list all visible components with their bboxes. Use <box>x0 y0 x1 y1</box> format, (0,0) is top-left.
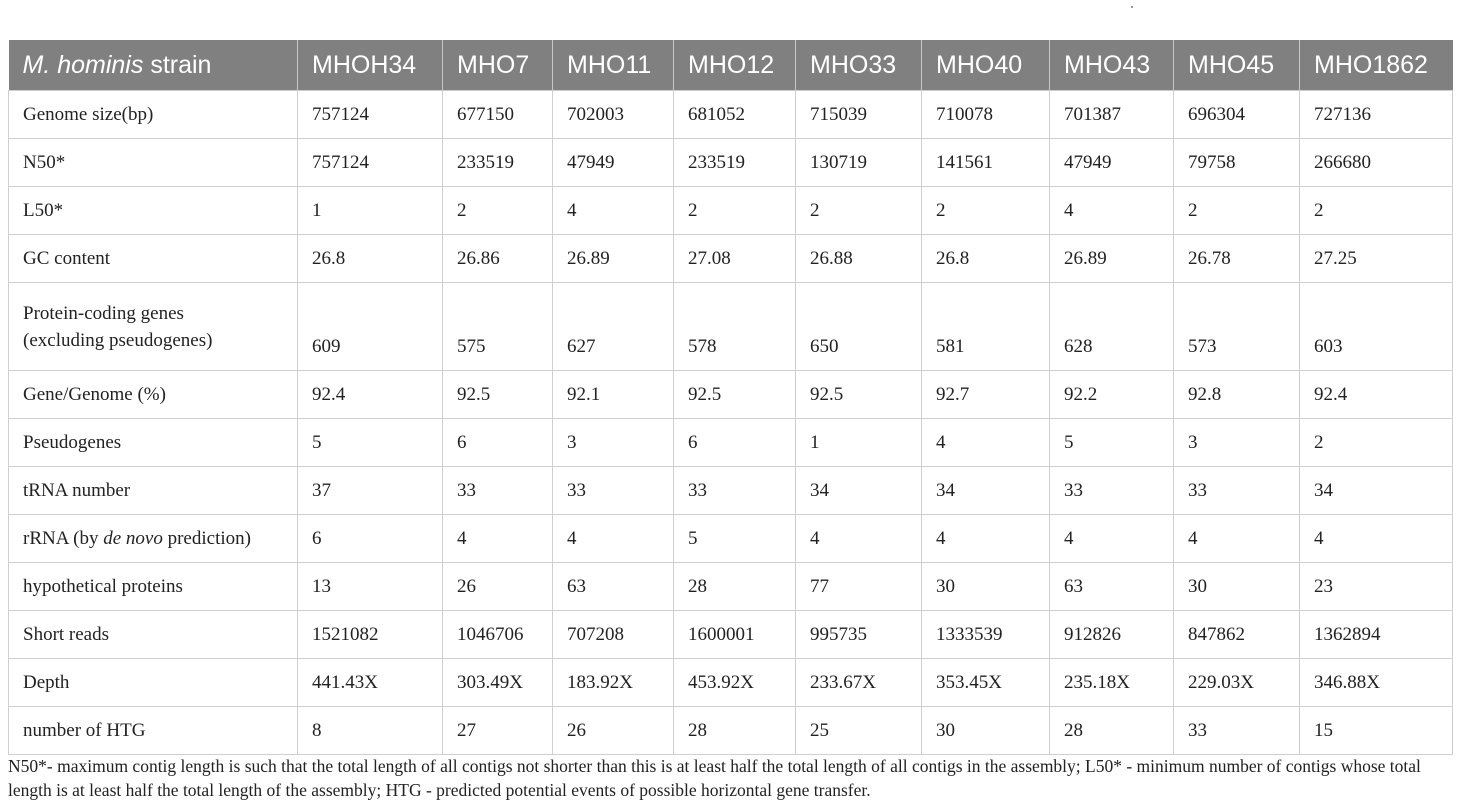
row-label: tRNA number <box>9 467 298 515</box>
strain-comparison-table <box>8 40 1453 755</box>
table-cell: 2 <box>674 187 796 235</box>
header-strain: MHO12 <box>674 40 796 91</box>
table-cell: 4 <box>922 515 1050 563</box>
row-label <box>9 283 298 371</box>
table-cell: 353.45X <box>922 659 1050 707</box>
table-cell: 92.4 <box>1300 371 1453 419</box>
table-cell: 233519 <box>443 139 553 187</box>
table-cell: 37 <box>298 467 443 515</box>
table-cell: 30 <box>922 707 1050 755</box>
header-strain: MHO1862 <box>1300 40 1453 91</box>
table-cell: 4 <box>1050 515 1174 563</box>
table-cell: 92.7 <box>922 371 1050 419</box>
table-cell: 578 <box>674 283 796 371</box>
table-row <box>9 139 1453 187</box>
table-cell: 696304 <box>1174 91 1300 139</box>
table-row <box>9 467 1453 515</box>
table-row <box>9 611 1453 659</box>
table-cell: 847862 <box>1174 611 1300 659</box>
table-cell: 28 <box>674 563 796 611</box>
table-cell: 6 <box>443 419 553 467</box>
table-footnote: N50*- maximum contig length is such that the total length of all contigs not shorter than this is at least half the total length of all contigs in the assembly; L50* - minimum number of contigs whose total length is at least half the total length of the assembly; HTG - predicted potential events of possible horizontal gene transfer. <box>8 756 1421 800</box>
table-cell: 2 <box>922 187 1050 235</box>
table-cell: 26 <box>443 563 553 611</box>
table-cell: 677150 <box>443 91 553 139</box>
table-cell: 13 <box>298 563 443 611</box>
table-cell: 141561 <box>922 139 1050 187</box>
table-cell: 4 <box>796 515 922 563</box>
table-cell: 346.88X <box>1300 659 1453 707</box>
table-cell: 603 <box>1300 283 1453 371</box>
table-cell: 28 <box>1050 707 1174 755</box>
table-row <box>9 515 1453 563</box>
table-cell: 33 <box>1050 467 1174 515</box>
header-strain: MHO33 <box>796 40 922 91</box>
table-cell: 63 <box>1050 563 1174 611</box>
table-cell: 4 <box>922 419 1050 467</box>
table-cell: 27.25 <box>1300 235 1453 283</box>
table-cell: 2 <box>796 187 922 235</box>
row-label: L50* <box>9 187 298 235</box>
table-cell: 441.43X <box>298 659 443 707</box>
table-cell: 6 <box>298 515 443 563</box>
table-cell: 5 <box>1050 419 1174 467</box>
table-cell: 26.8 <box>298 235 443 283</box>
header-strain: MHO11 <box>553 40 674 91</box>
row-label: Short reads <box>9 611 298 659</box>
table-cell: 183.92X <box>553 659 674 707</box>
table-cell: 27.08 <box>674 235 796 283</box>
table-cell: 3 <box>553 419 674 467</box>
table-cell: 233519 <box>674 139 796 187</box>
table-cell: 34 <box>922 467 1050 515</box>
table-cell: 609 <box>298 283 443 371</box>
row-label-line: (excluding pseudogenes) <box>23 329 213 351</box>
table-cell: 575 <box>443 283 553 371</box>
table-cell: 2 <box>1174 187 1300 235</box>
strain-table-container <box>8 40 1452 755</box>
table-cell: 757124 <box>298 139 443 187</box>
table-cell: 715039 <box>796 91 922 139</box>
header-strain: MHOH34 <box>298 40 443 91</box>
table-cell: 235.18X <box>1050 659 1174 707</box>
table-cell: 710078 <box>922 91 1050 139</box>
table-cell: 26.8 <box>922 235 1050 283</box>
header-strain: MHO45 <box>1174 40 1300 91</box>
table-cell: 2 <box>1300 419 1453 467</box>
table-cell: 27 <box>443 707 553 755</box>
table-cell: 3 <box>1174 419 1300 467</box>
table-cell: 28 <box>674 707 796 755</box>
table-row <box>9 235 1453 283</box>
header-strain: MHO7 <box>443 40 553 91</box>
table-cell: 266680 <box>1300 139 1453 187</box>
table-cell: 26.86 <box>443 235 553 283</box>
table-cell: 1046706 <box>443 611 553 659</box>
table-cell: 4 <box>443 515 553 563</box>
table-cell: 727136 <box>1300 91 1453 139</box>
table-cell: 4 <box>553 187 674 235</box>
table-row <box>9 283 1453 371</box>
table-cell: 303.49X <box>443 659 553 707</box>
table-cell: 2 <box>1300 187 1453 235</box>
table-cell: 229.03X <box>1174 659 1300 707</box>
table-header-row <box>9 40 1453 91</box>
table-cell: 1600001 <box>674 611 796 659</box>
table-cell: 77 <box>796 563 922 611</box>
table-cell: 47949 <box>1050 139 1174 187</box>
row-label: number of HTG <box>9 707 298 755</box>
header-strain-label: M. hominis strain <box>9 40 298 91</box>
table-cell: 4 <box>1174 515 1300 563</box>
table-cell: 707208 <box>553 611 674 659</box>
table-cell: 26.78 <box>1174 235 1300 283</box>
table-cell: 1 <box>298 187 443 235</box>
table-cell: 2 <box>443 187 553 235</box>
table-cell: 581 <box>922 283 1050 371</box>
decorative-dot <box>1131 6 1133 8</box>
row-label: rRNA (by de novo prediction) <box>9 515 298 563</box>
table-row <box>9 563 1453 611</box>
row-label: GC content <box>9 235 298 283</box>
row-label: Pseudogenes <box>9 419 298 467</box>
table-cell: 92.2 <box>1050 371 1174 419</box>
table-cell: 33 <box>1174 707 1300 755</box>
table-cell: 5 <box>298 419 443 467</box>
table-cell: 1521082 <box>298 611 443 659</box>
table-cell: 628 <box>1050 283 1174 371</box>
table-cell: 26.88 <box>796 235 922 283</box>
table-cell: 453.92X <box>674 659 796 707</box>
table-cell: 92.5 <box>443 371 553 419</box>
table-cell: 92.4 <box>298 371 443 419</box>
table-cell: 4 <box>553 515 674 563</box>
row-label: hypothetical proteins <box>9 563 298 611</box>
table-row <box>9 659 1453 707</box>
table-cell: 30 <box>922 563 1050 611</box>
table-cell: 1 <box>796 419 922 467</box>
table-cell: 33 <box>1174 467 1300 515</box>
table-cell: 92.1 <box>553 371 674 419</box>
table-cell: 757124 <box>298 91 443 139</box>
table-cell: 1333539 <box>922 611 1050 659</box>
table-cell: 26.89 <box>553 235 674 283</box>
table-cell: 26.89 <box>1050 235 1174 283</box>
table-cell: 5 <box>674 515 796 563</box>
table-cell: 33 <box>443 467 553 515</box>
table-cell: 92.8 <box>1174 371 1300 419</box>
table-row <box>9 91 1453 139</box>
table-cell: 34 <box>1300 467 1453 515</box>
table-cell: 701387 <box>1050 91 1174 139</box>
table-cell: 79758 <box>1174 139 1300 187</box>
row-label: Gene/Genome (%) <box>9 371 298 419</box>
table-cell: 702003 <box>553 91 674 139</box>
table-row <box>9 371 1453 419</box>
table-row <box>9 187 1453 235</box>
table-cell: 26 <box>553 707 674 755</box>
table-cell: 4 <box>1050 187 1174 235</box>
row-label: Genome size(bp) <box>9 91 298 139</box>
table-cell: 8 <box>298 707 443 755</box>
table-cell: 47949 <box>553 139 674 187</box>
table-cell: 92.5 <box>674 371 796 419</box>
table-cell: 4 <box>1300 515 1453 563</box>
row-label: N50* <box>9 139 298 187</box>
table-cell: 1362894 <box>1300 611 1453 659</box>
table-cell: 130719 <box>796 139 922 187</box>
table-cell: 681052 <box>674 91 796 139</box>
table-cell: 650 <box>796 283 922 371</box>
table-cell: 233.67X <box>796 659 922 707</box>
table-cell: 34 <box>796 467 922 515</box>
header-strain: MHO40 <box>922 40 1050 91</box>
table-cell: 912826 <box>1050 611 1174 659</box>
table-cell: 25 <box>796 707 922 755</box>
table-cell: 33 <box>553 467 674 515</box>
table-cell: 92.5 <box>796 371 922 419</box>
table-cell: 573 <box>1174 283 1300 371</box>
table-cell: 33 <box>674 467 796 515</box>
row-label: Depth <box>9 659 298 707</box>
table-cell: 23 <box>1300 563 1453 611</box>
table-cell: 6 <box>674 419 796 467</box>
row-label-line: Protein-coding genes <box>23 302 184 324</box>
table-cell: 15 <box>1300 707 1453 755</box>
table-cell: 63 <box>553 563 674 611</box>
table-cell: 30 <box>1174 563 1300 611</box>
table-cell: 627 <box>553 283 674 371</box>
header-strain: MHO43 <box>1050 40 1174 91</box>
table-row <box>9 707 1453 755</box>
table-row <box>9 419 1453 467</box>
table-cell: 995735 <box>796 611 922 659</box>
